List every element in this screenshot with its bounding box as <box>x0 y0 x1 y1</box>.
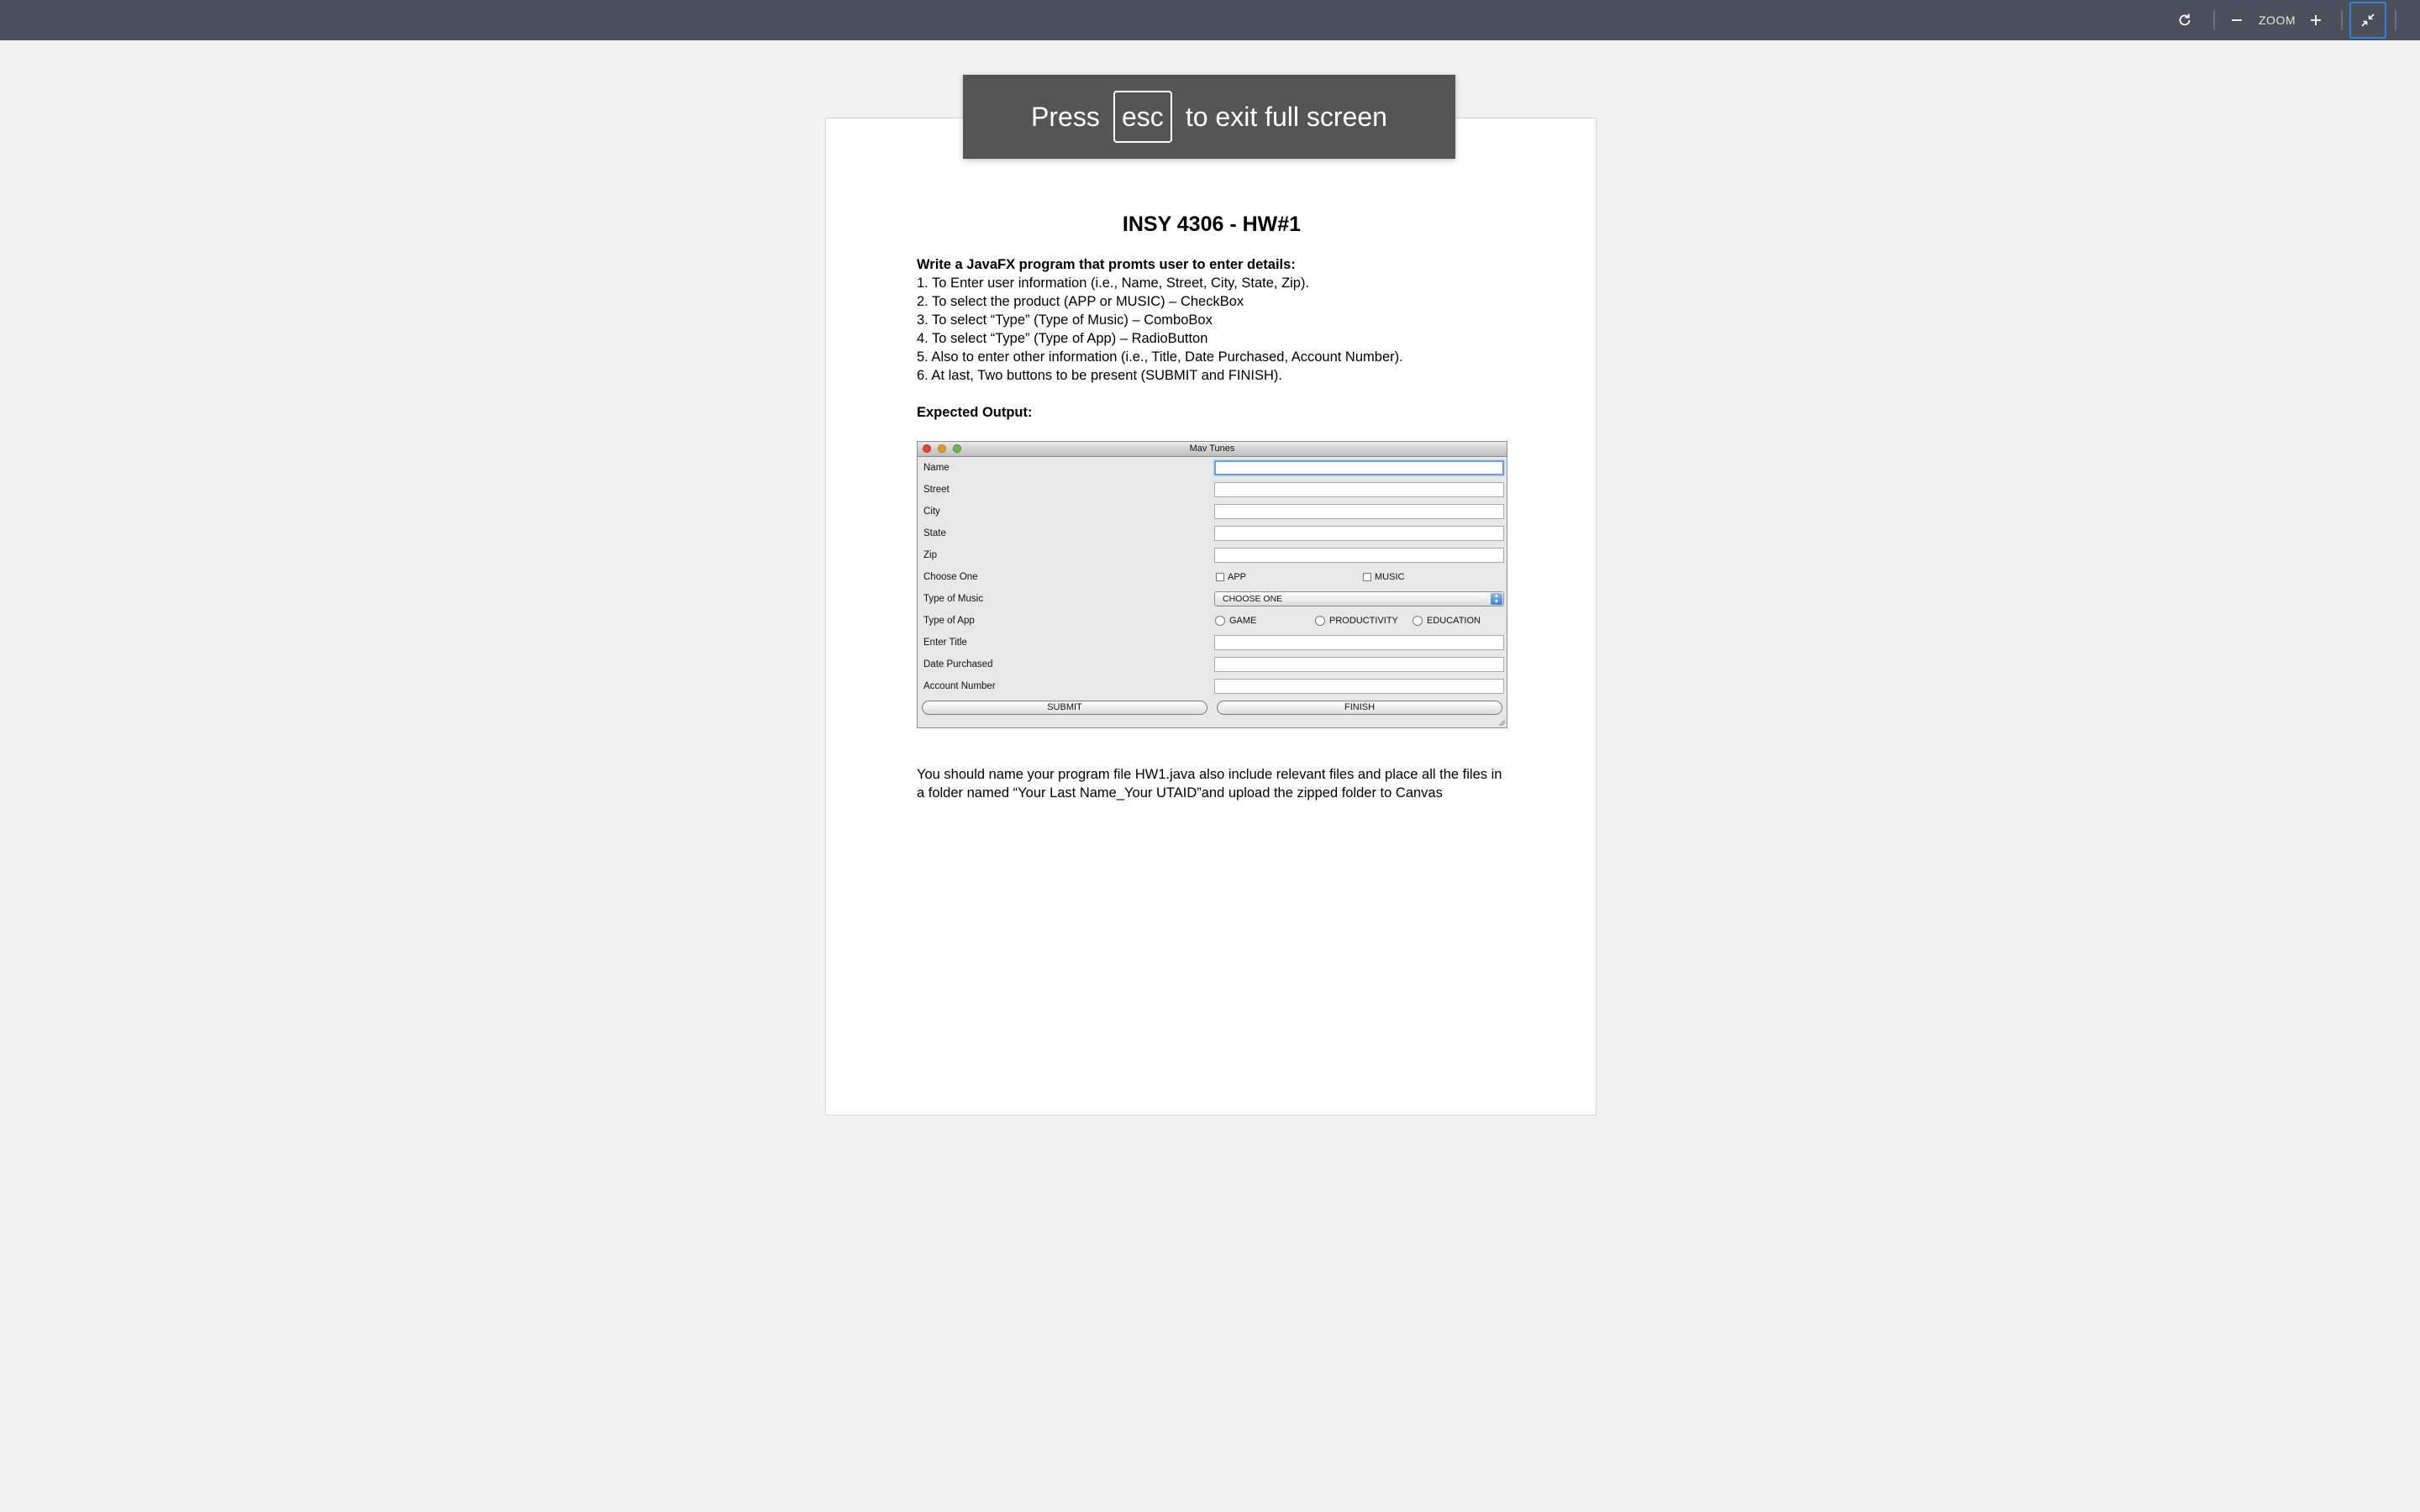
productivity-radio-label: PRODUCTIVITY <box>1329 616 1398 626</box>
window-title: Mav Tunes <box>1189 444 1235 454</box>
document-page <box>825 118 1597 1116</box>
instructions <box>917 255 1522 385</box>
viewer-toolbar <box>0 0 2420 40</box>
rotate-button[interactable] <box>2168 0 2202 40</box>
instruction-item: 2. To select the product (APP or MUSIC) – CheckBox <box>917 294 1244 309</box>
banner-rest-text: to exit full screen <box>1185 101 1387 132</box>
choose-one-label: Choose One <box>923 572 978 582</box>
form-row-zip <box>918 544 1507 566</box>
radio-icon <box>1315 616 1325 626</box>
form-row-date-purchased <box>918 654 1507 675</box>
game-radio-label: GAME <box>1229 616 1257 626</box>
game-radio <box>1215 610 1256 632</box>
instruction-item: 3. To select “Type” (Type of Music) – ComboBox <box>917 312 1213 328</box>
form-row-enter-title <box>918 632 1507 654</box>
zoom-label: ZOOM <box>2259 13 2296 27</box>
street-field <box>1214 482 1504 497</box>
name-label: Name <box>923 463 950 473</box>
rotate-icon <box>2176 12 2193 29</box>
zoom-dot-icon <box>953 444 961 453</box>
form-row-name <box>918 457 1507 479</box>
type-music-label: Type of Music <box>923 594 983 604</box>
app-checkbox-label: APP <box>1228 572 1247 582</box>
form-row-state <box>918 522 1507 544</box>
expected-output-heading: Expected Output: <box>917 405 1033 420</box>
form-row-account-number <box>918 675 1507 697</box>
state-label: State <box>923 528 946 538</box>
education-radio-label: EDUCATION <box>1427 616 1481 626</box>
state-field <box>1214 526 1504 541</box>
close-dot-icon <box>923 444 931 453</box>
zip-label: Zip <box>923 550 937 560</box>
toolbar-divider <box>2395 10 2396 30</box>
education-radio <box>1413 610 1481 632</box>
window-titlebar <box>918 442 1507 457</box>
zoom-out-icon <box>2230 13 2244 27</box>
checkbox-icon <box>1363 573 1371 581</box>
esc-key-badge: esc <box>1113 91 1172 143</box>
instruction-item: 5. Also to enter other information (i.e., Title, Date Purchased, Account Number). <box>917 349 1403 365</box>
instruction-item: 4. To select “Type” (Type of App) – RadioButton <box>917 331 1208 346</box>
name-field <box>1214 460 1504 475</box>
account-number-field <box>1214 679 1504 694</box>
exit-fullscreen-button[interactable] <box>2349 2 2386 39</box>
zoom-out-button[interactable] <box>2222 0 2252 40</box>
form-row-buttons <box>918 697 1507 719</box>
music-checkbox <box>1363 566 1404 588</box>
city-label: City <box>923 507 940 517</box>
exit-fullscreen-icon <box>2360 13 2375 28</box>
radio-icon <box>1413 616 1423 626</box>
city-field <box>1214 504 1504 519</box>
form-row-city <box>918 501 1507 522</box>
minimize-dot-icon <box>938 444 946 453</box>
zoom-in-button[interactable] <box>2301 0 2331 40</box>
form-row-type-app <box>918 610 1507 632</box>
fullscreen-exit-banner <box>963 75 1455 159</box>
date-purchased-label: Date Purchased <box>923 659 993 669</box>
zoom-in-icon <box>2309 13 2323 27</box>
combobox-value: CHOOSE ONE <box>1223 594 1283 604</box>
instruction-item: 6. At last, Two buttons to be present (SUBMIT and FINISH). <box>917 368 1283 383</box>
checkbox-icon <box>1216 573 1224 581</box>
form-row-choose-one <box>918 566 1507 588</box>
music-type-combobox <box>1214 591 1504 606</box>
form-row-type-music <box>918 588 1507 610</box>
account-number-label: Account Number <box>923 681 996 691</box>
submission-instructions: You should name your program file HW1.java also include relevant files and place all the files in a folder named “Your Last Name_Your UTAID”and upload the zipped folder to Canvas <box>917 767 1502 801</box>
finish-button: FINISH <box>1217 701 1502 715</box>
submit-button: SUBMIT <box>922 701 1207 715</box>
resize-grip-icon <box>1497 718 1506 727</box>
instruction-item: 1. To Enter user information (i.e., Name, Street, City, State, Zip). <box>917 276 1310 291</box>
enter-title-label: Enter Title <box>923 638 967 648</box>
productivity-radio <box>1315 610 1398 632</box>
app-checkbox <box>1216 566 1246 588</box>
date-purchased-field <box>1214 657 1504 672</box>
toolbar-divider <box>2341 10 2343 30</box>
document-title: INSY 4306 - HW#1 <box>1122 213 1302 236</box>
mav-tunes-window-image <box>917 441 1507 728</box>
title-field <box>1214 635 1504 650</box>
street-label: Street <box>923 485 950 495</box>
instructions-intro: Write a JavaFX program that promts user to enter details: <box>917 257 1296 272</box>
music-checkbox-label: MUSIC <box>1375 572 1405 582</box>
toolbar-divider <box>2213 10 2215 30</box>
zip-field <box>1214 548 1504 563</box>
combobox-arrows-icon: ▲ ▼ <box>1491 593 1502 605</box>
type-app-label: Type of App <box>923 616 975 626</box>
radio-icon <box>1215 616 1225 626</box>
banner-press-text: Press <box>1031 101 1100 132</box>
form-row-street <box>918 479 1507 501</box>
